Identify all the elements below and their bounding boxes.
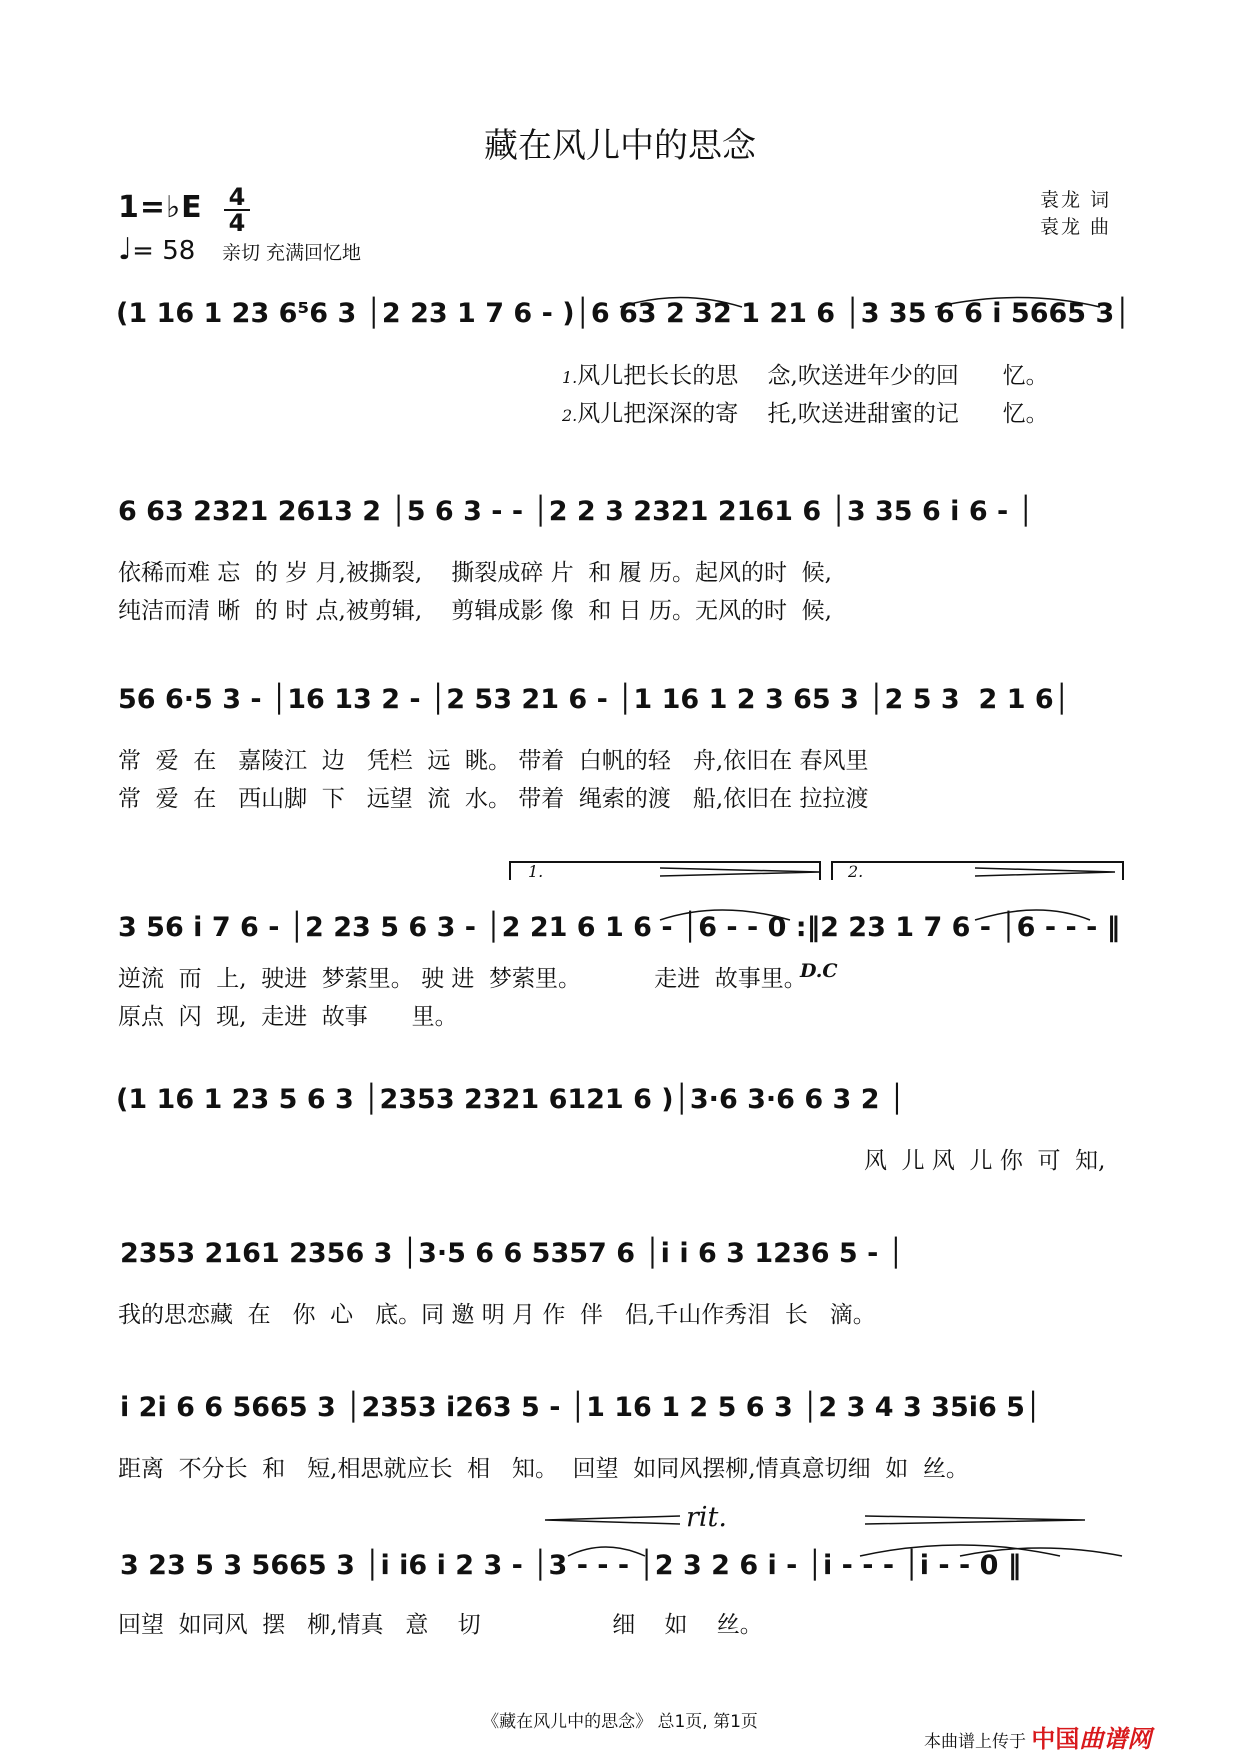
slur [620,298,742,308]
lyric-row-3-verse-2: 常 爱 在 西山脚 下 远望 流 水。 带着 绳索的渡 船,依旧在 拉拉渡 [118,786,869,812]
lyric-row-2-verse-2: 纯洁而清 晰 的 时 点,被剪辑, 剪辑成影 像 和 日 历。无风的时 候, [118,598,832,624]
stave-row-4: 3 56 i 7 6 - │2 23 5 6 3 - │2 21 6 1 6 - │6 - - 0 :‖2 23 1 7 6 - │6 - - - ‖ [118,912,1121,943]
first-ending-label: 1. [528,862,544,881]
lyricist: 袁龙 词 [1040,189,1112,211]
upload-brand [924,1719,1151,1754]
slur [860,1545,1060,1556]
slur [935,298,1100,308]
quarter-note-icon: ♩ [118,232,133,267]
stave-row-5: (1 16 1 23 5 6 3 │2353 2321 6121 6 )│3·6 3·6 6 3 2 │ [116,1084,906,1115]
second-ending-label: 2. [848,862,864,881]
slur [568,1547,645,1556]
crescendo-hairpin [545,1516,680,1524]
page-title: 藏在风儿中的思念 [484,126,756,166]
stave-row-6: 2353 2161 2356 3 │3·5 6 6 5357 6 │i i 6 3 1236 5 - │ [120,1238,904,1269]
dc-marking: D.C [800,960,838,982]
page-footer: 《藏在风儿中的思念》 总1页, 第1页 [482,1712,758,1732]
lyric-row-8: 回望 如同风 摆 柳,情真 意 切 细 如 丝。 [118,1612,763,1638]
lyric-row-6: 我的思恋藏 在 你 心 底。同 邀 明 月 作 伴 侣,千山作秀泪 长 滴。 [118,1302,876,1328]
expression-marking: 亲切 充满回忆地 [222,242,362,264]
lyric-row-5: 风 儿 风 儿 你 可 知, [864,1148,1106,1174]
decrescendo-hairpin [660,868,820,876]
time-bottom: 4 [228,209,246,237]
rit-marking: rit. [686,1502,727,1533]
verse-number: 1. [562,368,578,387]
slur [975,910,1090,920]
decrescendo-hairpin [865,1516,1085,1524]
time-top: 4 [228,183,246,211]
stave-row-3: 56 6·5 3 - │16 13 2 - │2 53 21 6 - │1 16 1 2 3 65 3 │2 5 3 2 1 6│ [118,684,1070,715]
brand-logo-2: 曲谱网 [1079,1725,1152,1753]
lyric-row-4-verse-1: 逆流 而 上, 驶进 梦萦里。 驶 进 梦萦里。 走进 故事里。 [118,966,807,992]
brand-logo: 中国 [1031,1725,1080,1753]
lyric-row-7: 距离 不分长 和 短,相思就应长 相 知。 回望 如同风摆柳,情真意切细 如 丝。 [118,1456,969,1482]
key-signature: 1=♭E [118,190,203,225]
decrescendo-hairpin [975,868,1115,876]
lyric-row-4-verse-2: 原点 闪 现, 走进 故事 里。 [118,1004,458,1030]
slur [660,910,790,920]
stave-row-8: 3 23 5 3 5665 3 │i i6 i 2 3 - │3 - - - │2 3 2 6 i - │i - - - │i - - 0 ‖ [120,1550,1022,1581]
stave-row-2: 6 63 2321 2613 2 │5 6 3 - - │2 2 3 2321 2161 6 │3 35 6 i 6 - │ [118,496,1034,527]
stave-row-7: i 2i 6 6 5665 3 │2353 i263 5 - │1 16 1 2 5 6 3 │2 3 4 3 35i6 5│ [120,1392,1042,1423]
brand-prefix: 本曲谱上传于 [924,1732,1026,1752]
lyric-text: 风儿把深深的寄 托,吹送进甜蜜的记 忆。 [577,401,1049,427]
lyric-row-2-verse-1: 依稀而难 忘 的 岁 月,被撕裂, 撕裂成碎 片 和 履 历。起风的时 候, [118,560,832,586]
lyric-text: 风儿把长长的思 念,吹送进年少的回 忆。 [577,363,1049,389]
composer: 袁龙 曲 [1040,216,1112,238]
lyric-row-3-verse-1: 常 爱 在 嘉陵江 边 凭栏 远 眺。 带着 白帆的轻 舟,依旧在 春风里 [118,748,869,774]
tempo-value: = 58 [132,236,196,266]
stave-row-1: (1 16 1 23 6⁵6 3 │2 23 1 7 6 - )│6 63 2 32 1 21 6 │3 35 6 6 i 5665 3│ [116,298,1131,329]
verse-number: 2. [562,406,578,425]
